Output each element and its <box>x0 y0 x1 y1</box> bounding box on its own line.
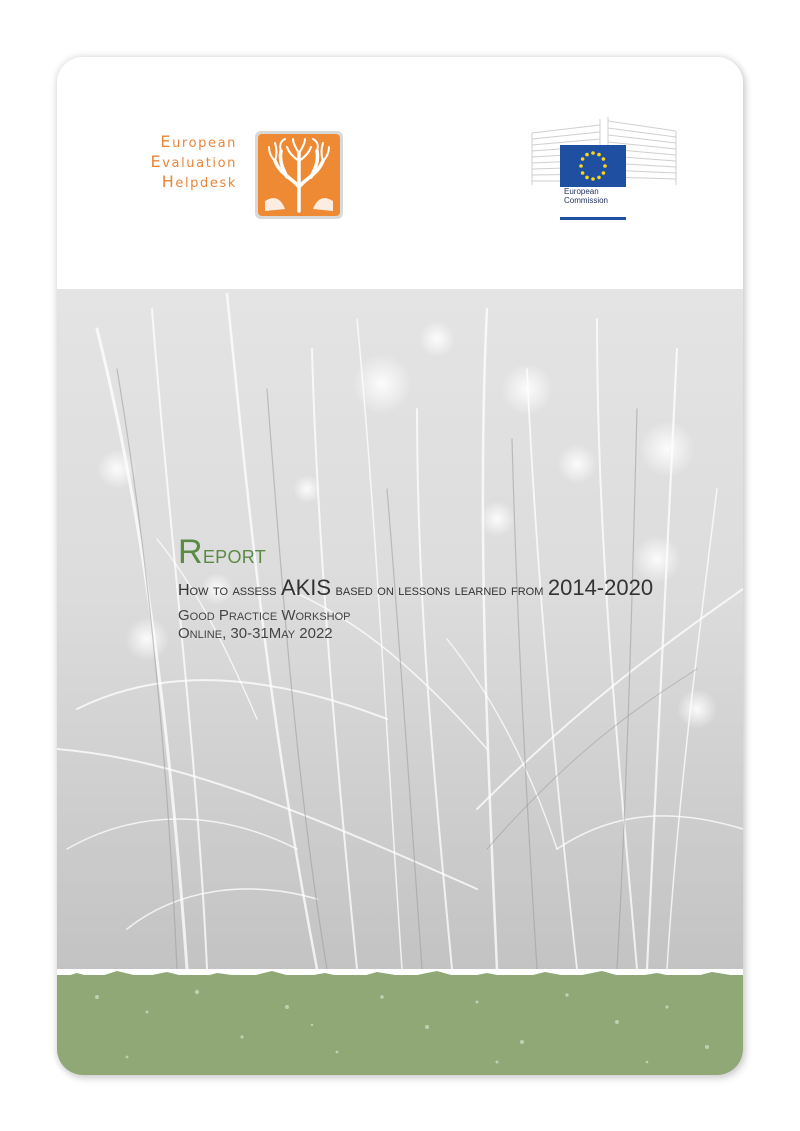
subtitle-years: 2014-2020 <box>547 575 654 600</box>
eu-flag-icon <box>530 115 678 223</box>
subtitle-akis: AKIS <box>280 575 332 600</box>
report-subtitle <box>178 574 738 605</box>
green-footer-band <box>57 967 743 1075</box>
report-title: Report <box>178 533 267 571</box>
commission-line: Commission <box>564 196 609 205</box>
subtitle-part: based on lessons learned from <box>331 582 548 599</box>
helpdesk-word: Evaluation <box>150 152 237 171</box>
helpdesk-wordmark <box>141 133 237 193</box>
report-cover <box>57 57 743 1075</box>
commission-wordmark <box>564 187 608 205</box>
helpdesk-word: European <box>160 132 237 151</box>
cover-header <box>57 57 743 289</box>
commission-line: European <box>564 187 599 196</box>
cover-titles <box>178 535 738 643</box>
subtitle-part: How to assess <box>178 582 281 599</box>
tree-icon <box>255 131 343 219</box>
workshop-name: Good Practice Workshop <box>178 607 351 624</box>
workshop-location: Online, 30-31May 2022 <box>178 625 333 642</box>
helpdesk-word: Helpdesk <box>161 172 237 191</box>
